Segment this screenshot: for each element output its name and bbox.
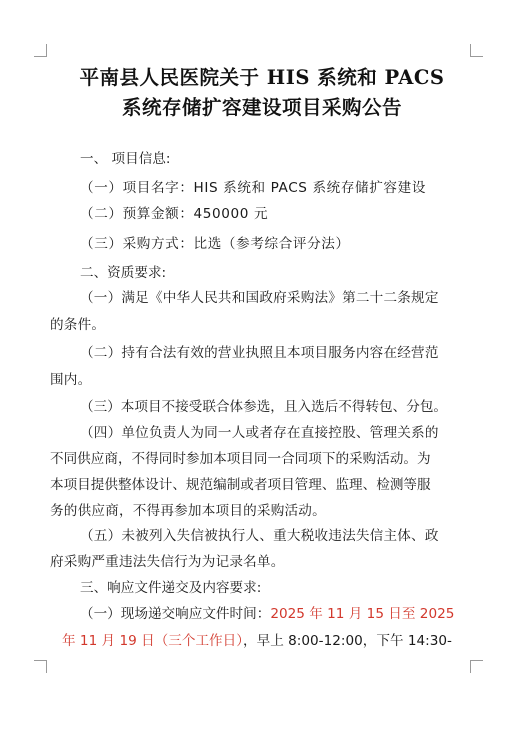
crop-mark-bottom-right	[470, 660, 483, 673]
submission-time-line-2	[62, 632, 452, 650]
crop-mark-bottom-left	[34, 660, 47, 673]
document-title-line-1: 平南县人民医院关于 HIS 系统和 PACS	[79, 66, 445, 89]
requirement-1-line-1: （一）满足《中华人民共和国政府采购法》第二十二条规定	[80, 290, 439, 306]
project-name-line: （一）项目名字：HIS 系统和 PACS 系统存储扩容建设	[80, 180, 427, 196]
requirement-4-line-4: 务的供应商，不得再参加本项目的采购活动。	[50, 503, 326, 519]
requirement-4-line-1: （四）单位负责人为同一人或者存在直接控股、管理关系的	[80, 425, 439, 441]
requirement-5-line-1: （五）未被列入失信被执行人、重大税收违法失信主体、政	[80, 528, 439, 544]
submission-date-range-end: 年 11 月 19 日（三个工作日）	[62, 633, 244, 649]
requirement-4-line-2: 不同供应商，不得同时参加本项目同一合同项下的采购活动。为	[50, 451, 431, 467]
crop-mark-top-left	[34, 44, 47, 57]
requirement-5-line-2: 府采购严重违法失信行为为记录名单。	[50, 554, 285, 570]
requirement-2-line-1: （二）持有合法有效的营业执照且本项目服务内容在经营范	[80, 345, 439, 361]
requirement-2-line-2: 围内。	[50, 372, 92, 388]
requirement-3-line: （三）本项目不接受联合体参选，且入选后不得转包、分包。	[80, 399, 448, 415]
document-title-line-2: 系统存储扩容建设项目采购公告	[121, 96, 402, 119]
section-heading-response-documents: 三、响应文件递交及内容要求:	[80, 580, 262, 596]
requirement-1-line-2: 的条件。	[50, 317, 106, 333]
section-heading-qualifications: 二、资质要求:	[80, 265, 167, 281]
procurement-method-line: （三）采购方式：比选（参考综合评分法）	[80, 236, 350, 252]
crop-mark-top-right	[470, 44, 483, 57]
submission-hours: ，早上 8:00-12:00，下午 14:30-	[243, 633, 452, 649]
requirement-4-line-3: 本项目提供整体设计、规范编制或者项目管理、监理、检测等服	[50, 477, 431, 493]
section-heading-project-info: 一、 项目信息:	[80, 151, 171, 167]
budget-line: （二）预算金额：450000 元	[80, 206, 269, 222]
submission-date-range-start: 2025 年 11 月 15 日至 2025	[270, 606, 455, 622]
submission-time-label: （一）现场递交响应文件时间：	[80, 606, 271, 622]
submission-time-line-1	[80, 605, 454, 623]
